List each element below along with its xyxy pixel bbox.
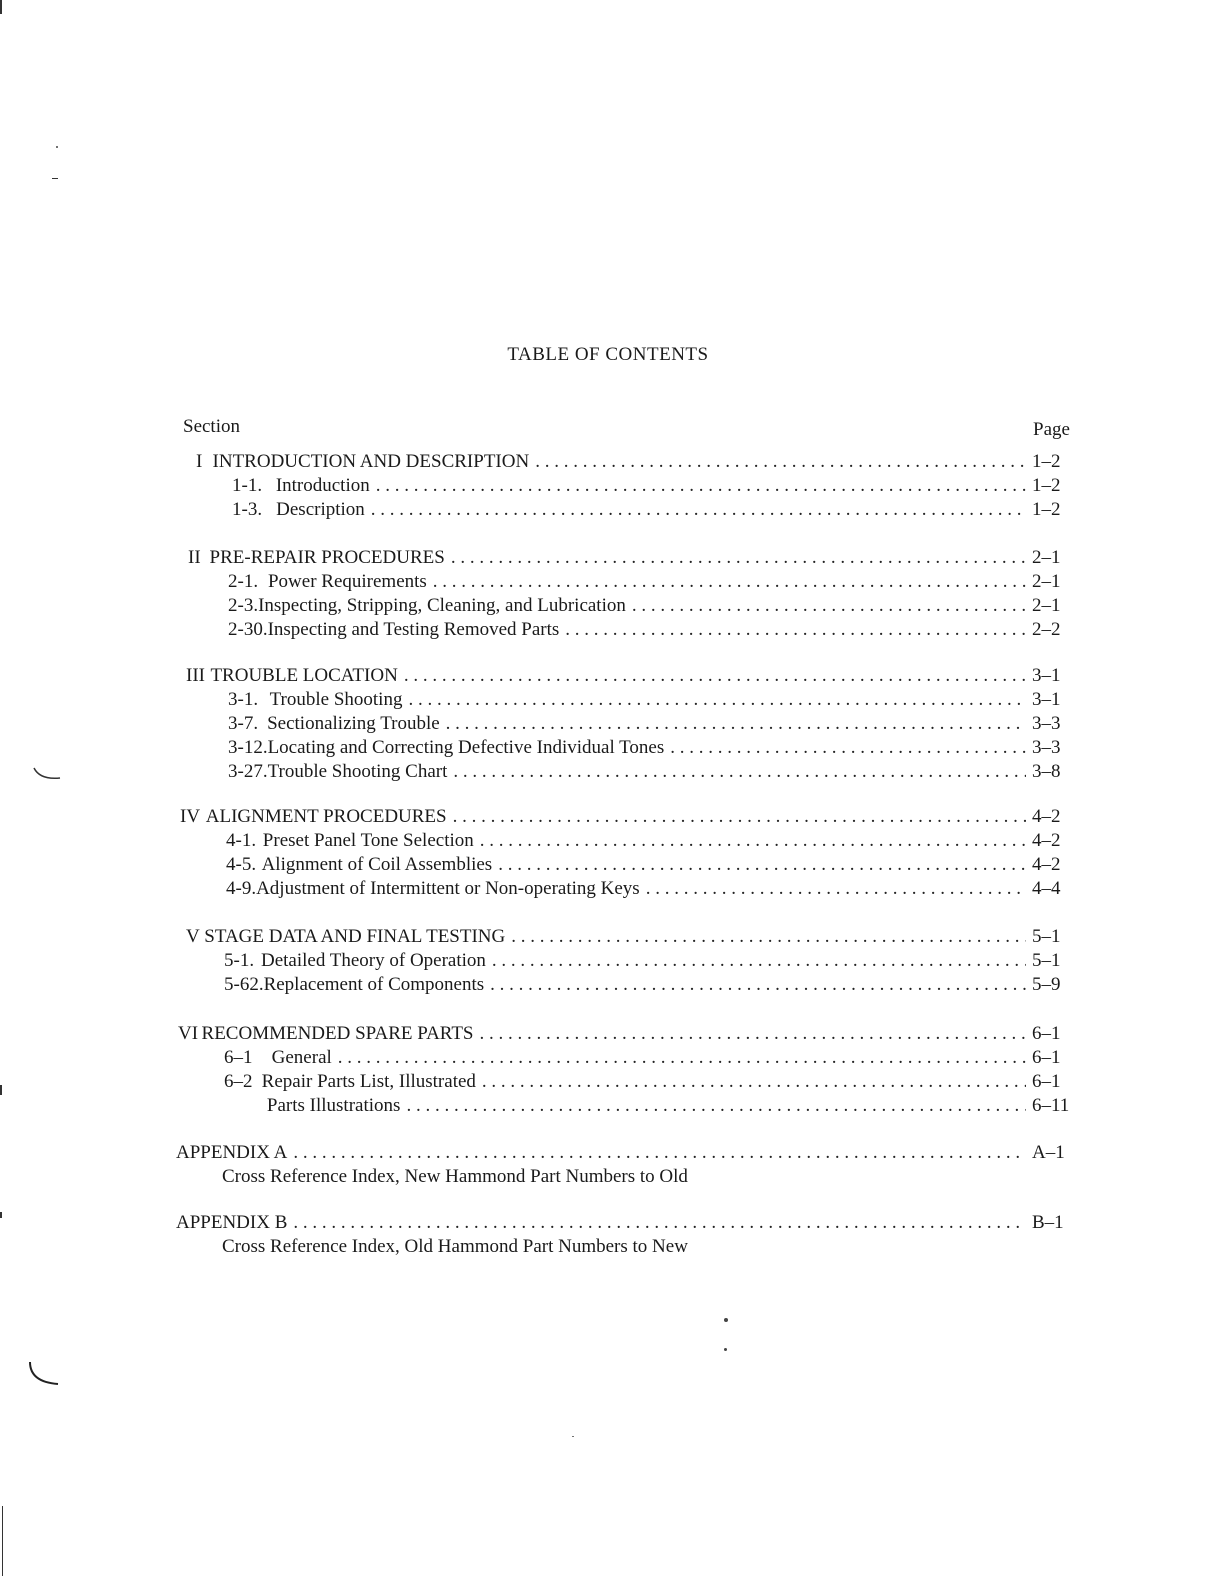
dot-leader [406, 1094, 1026, 1118]
toc-item-row [224, 973, 1076, 997]
section-page: 4–2 [1032, 806, 1061, 827]
toc-appendix-row [176, 1211, 1076, 1235]
section-page: 5–1 [1032, 926, 1061, 947]
dot-leader [453, 760, 1026, 784]
dot-leader [408, 688, 1026, 712]
section-title: INTRODUCTION AND DESCRIPTION [212, 451, 530, 472]
item-page: 6–11 [1032, 1095, 1070, 1116]
section-column-header: Section [183, 416, 240, 437]
item-title: Detailed Theory of Operation [260, 950, 486, 971]
toc-item-row [224, 1070, 1076, 1094]
section-numeral: II [188, 547, 201, 568]
appendix-page: B–1 [1032, 1212, 1064, 1233]
toc-item-row [232, 474, 1076, 498]
item-number: 6–2 [224, 1071, 253, 1092]
dot-leader [670, 736, 1026, 760]
item-page: 4–2 [1032, 854, 1061, 875]
item-number: 4-9. [226, 878, 257, 899]
dot-leader [404, 664, 1026, 688]
item-page: 1–2 [1032, 499, 1061, 520]
item-page: 1–2 [1032, 475, 1061, 496]
appendix-description: Cross Reference Index, New Hammond Part Numbers to Old [222, 1166, 688, 1187]
toc-item-row [224, 1046, 1076, 1070]
dot-leader [480, 829, 1026, 853]
item-number: 5-1. [224, 950, 255, 971]
dot-leader [293, 1141, 1026, 1165]
toc-item-row [232, 498, 1076, 522]
scan-edge-mark [0, 1085, 2, 1095]
item-title: Preset Panel Tone Selection [262, 830, 474, 851]
appendix-title: APPENDIX B [176, 1212, 288, 1233]
toc-section-row [186, 925, 1076, 949]
dot-leader [338, 1046, 1026, 1070]
dot-leader [492, 949, 1026, 973]
item-number: 2-1. [228, 571, 259, 592]
section-page: 2–1 [1032, 547, 1061, 568]
toc-section-row [178, 1022, 1076, 1046]
dot-leader [446, 712, 1026, 736]
dot-leader [371, 498, 1026, 522]
scan-speck [52, 178, 58, 179]
toc-item-row [228, 570, 1076, 594]
item-page: 6–1 [1032, 1047, 1061, 1068]
item-title: Inspecting and Testing Removed Parts [267, 619, 560, 640]
scan-edge-mark [0, 1212, 2, 1218]
appendix-description: Cross Reference Index, Old Hammond Part Numbers to New [222, 1236, 688, 1257]
item-number: 1-1. [232, 475, 263, 496]
toc-item-row [228, 594, 1076, 618]
toc-section-row [196, 450, 1076, 474]
item-number: 1-3. [232, 499, 263, 520]
item-title: Replacement of Components [263, 974, 485, 995]
section-title: PRE-REPAIR PROCEDURES [209, 547, 445, 568]
item-number: 3-12. [228, 737, 268, 758]
toc-appendix-row [176, 1141, 1076, 1165]
item-title: Description [276, 499, 365, 520]
item-page: 6–1 [1032, 1071, 1061, 1092]
section-numeral: VI [178, 1023, 199, 1044]
toc-item-row [224, 949, 1076, 973]
scan-edge-mark [0, 0, 2, 14]
toc-item-row [228, 736, 1076, 760]
scan-curve-mark [24, 1360, 64, 1390]
item-title: Trouble Shooting Chart [267, 761, 448, 782]
item-page: 4–4 [1032, 878, 1061, 899]
item-number: 5-62. [224, 974, 264, 995]
toc-section-row [188, 546, 1076, 570]
section-page: 3–1 [1032, 665, 1061, 686]
item-page: 2–1 [1032, 595, 1061, 616]
item-number: 2-3. [228, 595, 259, 616]
dot-leader [511, 925, 1026, 949]
scan-speck [724, 1348, 727, 1351]
dot-leader [433, 570, 1026, 594]
toc-item-row [228, 618, 1076, 642]
item-title: Inspecting, Stripping, Cleaning, and Lubrication [258, 595, 626, 616]
item-number: 4-5. [226, 854, 257, 875]
item-page: 5–9 [1032, 974, 1061, 995]
item-page: 3–3 [1032, 713, 1061, 734]
scan-edge-mark [2, 1506, 3, 1576]
toc-item-row [226, 853, 1076, 877]
item-page: 5–1 [1032, 950, 1061, 971]
item-title: Sectionalizing Trouble [267, 713, 440, 734]
item-page: 3–3 [1032, 737, 1061, 758]
item-number: 6–1 [224, 1047, 253, 1068]
toc-section-row [180, 805, 1076, 829]
page-column-header: Page [1033, 419, 1070, 440]
item-number: 3-1. [228, 689, 259, 710]
item-page: 3–1 [1032, 689, 1061, 710]
appendix-title: APPENDIX A [176, 1142, 288, 1163]
dot-leader [632, 594, 1026, 618]
dot-leader [490, 973, 1026, 997]
toc-section-row [186, 664, 1076, 688]
dot-leader [376, 474, 1026, 498]
item-page: 2–2 [1032, 619, 1061, 640]
page-title: TABLE OF CONTENTS [507, 344, 709, 365]
dot-leader [482, 1070, 1026, 1094]
toc-item-row [228, 712, 1076, 736]
item-title: Power Requirements [267, 571, 427, 592]
dot-leader [535, 450, 1026, 474]
item-page: 4–2 [1032, 830, 1061, 851]
item-title: Introduction [275, 475, 370, 496]
item-page: 2–1 [1032, 571, 1061, 592]
section-numeral: I [196, 451, 203, 472]
section-numeral: IV [180, 806, 201, 827]
section-page: 6–1 [1032, 1023, 1061, 1044]
scan-speck [572, 1436, 574, 1437]
section-page: 1–2 [1032, 451, 1061, 472]
toc-item-row [228, 760, 1076, 784]
dot-leader [498, 853, 1026, 877]
item-title: Repair Parts List, Illustrated [261, 1071, 476, 1092]
item-number: 2-30. [228, 619, 268, 640]
toc-item-row [226, 877, 1076, 901]
section-title: TROUBLE LOCATION [210, 665, 398, 686]
dot-leader [451, 546, 1026, 570]
appendix-page: A–1 [1032, 1142, 1065, 1163]
item-number: 4-1. [226, 830, 257, 851]
section-numeral: V [186, 926, 200, 947]
scan-speck [724, 1318, 728, 1322]
toc-item-row [224, 1094, 1076, 1118]
item-title: Parts Illustrations [266, 1095, 401, 1116]
toc-item-row [228, 688, 1076, 712]
section-title: RECOMMENDED SPARE PARTS [201, 1023, 474, 1044]
dot-leader [293, 1211, 1026, 1235]
section-title: STAGE DATA AND FINAL TESTING [204, 926, 506, 947]
item-number: 3-7. [228, 713, 259, 734]
item-title: Alignment of Coil Assemblies [261, 854, 493, 875]
scan-speck [56, 146, 58, 148]
item-page: 3–8 [1032, 761, 1061, 782]
scan-curve-mark [30, 766, 66, 784]
item-number: 3-27. [228, 761, 268, 782]
section-numeral: III [186, 665, 205, 686]
dot-leader [453, 805, 1026, 829]
toc-item-row [226, 829, 1076, 853]
item-title: Adjustment of Intermittent or Non-operating Keys [256, 878, 640, 899]
section-title: ALIGNMENT PROCEDURES [205, 806, 447, 827]
item-title: Locating and Correcting Defective Individual Tones [267, 737, 665, 758]
dot-leader [646, 877, 1026, 901]
dot-leader [565, 618, 1026, 642]
item-title: Trouble Shooting [269, 689, 403, 710]
item-title: General [271, 1047, 332, 1068]
dot-leader [480, 1022, 1027, 1046]
